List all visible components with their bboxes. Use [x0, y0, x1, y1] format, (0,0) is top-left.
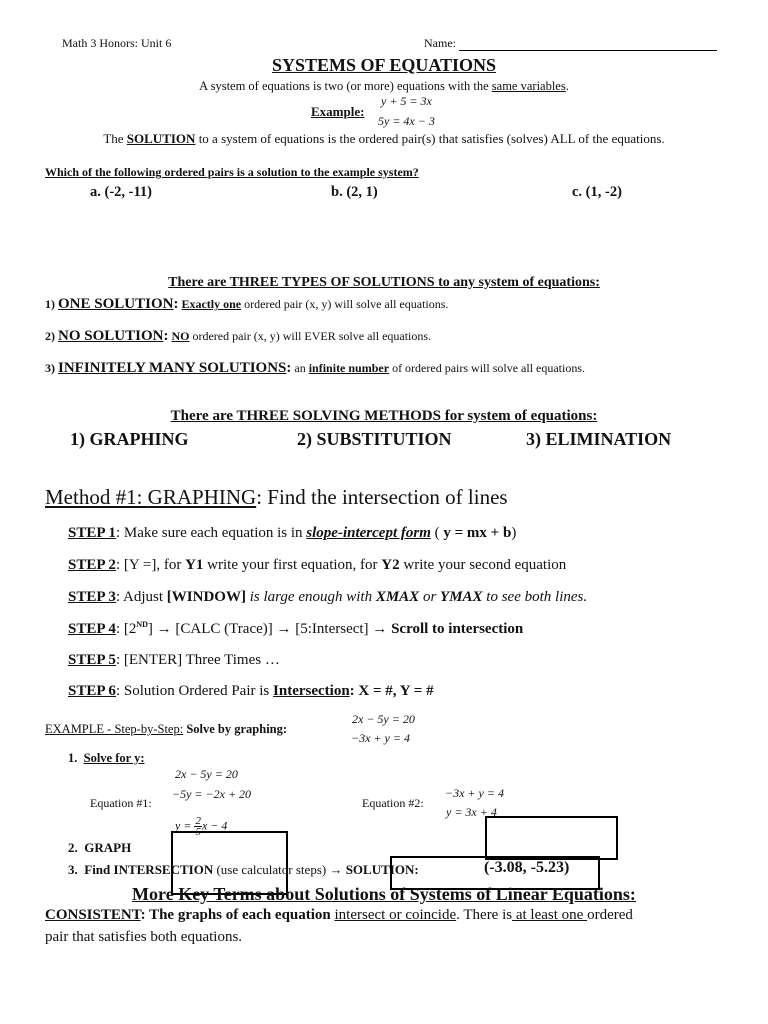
choice-c: c. (1, -2)	[572, 184, 622, 200]
types-heading: There are THREE TYPES OF SOLUTIONS to any system of equations:	[168, 275, 600, 290]
step-2: STEP 2: [Y =], for Y1 write your first equation, for Y2 write your second equation	[68, 557, 567, 573]
course-header: Math 3 Honors: Unit 6	[62, 36, 172, 50]
step-3: STEP 3: Adjust [WINDOW] is large enough with XMAX or YMAX to see both lines.	[68, 589, 588, 605]
eqn1-line2: −5y = −2x + 20	[172, 787, 252, 801]
choice-a: a. (-2, -11)	[90, 184, 153, 200]
methods-heading: There are THREE SOLVING METHODS for system of equations:	[170, 408, 598, 424]
consistent-definition-cont: pair that satisfies both equations.	[45, 929, 243, 945]
question: Which of the following ordered pairs is a solution to the example system?	[45, 165, 419, 179]
solution-definition: The SOLUTION to a system of equations is the ordered pair(s) that satisfies (solves) ALL of the equations.	[103, 131, 665, 146]
eqn1-line3: y = $\frac{2}{5}$ x − 4	[175, 815, 228, 838]
name-blank	[459, 38, 717, 51]
method-substitution: 2) SUBSTITUTION	[297, 429, 452, 449]
consistent-definition: CONSISTENT: The graphs of each equation intersect or coincide. There is at least one ordered	[45, 907, 633, 923]
name-field	[424, 36, 717, 51]
key-terms-heading: More Key Terms about Solutions of Systems of Linear Equations:	[132, 884, 636, 904]
worked-eq2: −3x + y = 4	[351, 731, 410, 745]
system-definition: A system of equations is two (or more) equations with the same variables.	[199, 79, 569, 93]
worked-step3: 3. Find INTERSECTION (use calculator steps) → SOLUTION:	[68, 862, 419, 877]
worked-step2: 2. GRAPH	[68, 840, 132, 855]
example-label: Example:	[311, 104, 365, 119]
eqn2-line1: −3x + y = 4	[445, 786, 504, 800]
worked-example-label: EXAMPLE - Step-by-Step: Solve by graphing:	[45, 722, 288, 736]
choice-b: b. (2, 1)	[331, 184, 378, 200]
eqn2-line2: y = 3x + 4	[446, 805, 497, 819]
eqn2-label: Equation #2:	[362, 796, 424, 810]
step-4: STEP 4: [2ND] → [CALC (Trace)] → [5:Intersect] → Scroll to intersection	[68, 620, 524, 637]
eqn1-line1: 2x − 5y = 20	[175, 767, 238, 781]
eqn1-label: Equation #1:	[90, 796, 152, 810]
method1-heading: Method #1: GRAPHING: Find the intersection of lines	[45, 485, 508, 509]
example-eq1: y + 5 = 3x	[381, 94, 432, 108]
solution-value: (-3.08, -5.23)	[484, 859, 570, 876]
type-infinite-solutions: 3) INFINITELY MANY SOLUTIONS: an infinite number of ordered pairs will solve all equations.	[45, 360, 586, 376]
type-no-solution: 2) NO SOLUTION: NO ordered pair (x, y) will EVER solve all equations.	[45, 328, 432, 344]
worked-eq1: 2x − 5y = 20	[352, 712, 415, 726]
name-label: Name:	[424, 36, 456, 50]
worked-step1: 1. Solve for y:	[68, 751, 145, 765]
type-one-solution: 1) ONE SOLUTION: Exactly one ordered pair (x, y) will solve all equations.	[45, 296, 449, 312]
method-elimination: 3) ELIMINATION	[526, 429, 672, 449]
step-1: STEP 1: Make sure each equation is in slope-intercept form ( y = mx + b)	[68, 525, 517, 541]
example-eq2: 5y = 4x − 3	[378, 114, 435, 128]
answer-box-right-top	[485, 816, 618, 860]
step-5: STEP 5: [ENTER] Three Times …	[68, 652, 280, 668]
page-title: SYSTEMS OF EQUATIONS	[271, 55, 497, 75]
step-6: STEP 6: Solution Ordered Pair is Intersection: X = #, Y = #	[68, 683, 434, 699]
method-graphing: 1) GRAPHING	[70, 429, 189, 449]
